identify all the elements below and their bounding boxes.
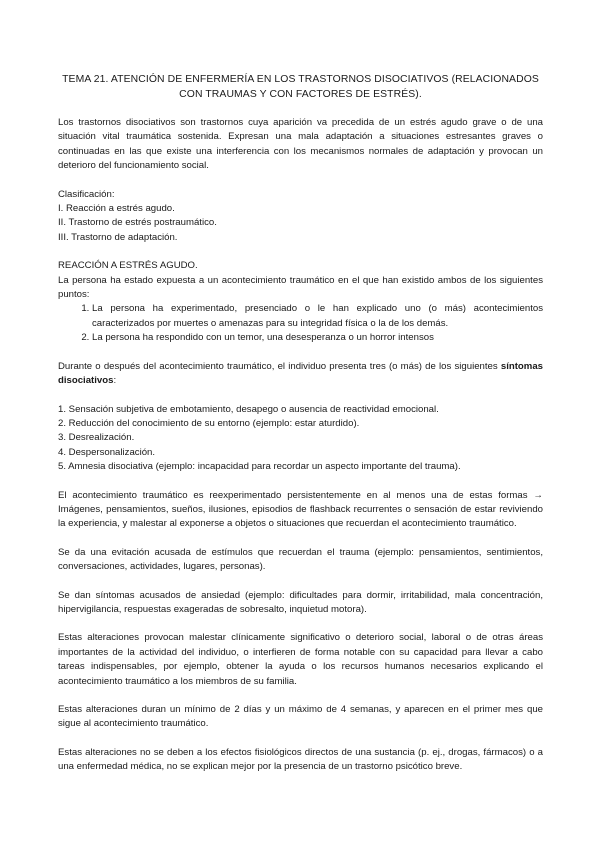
- reaction-points-list: [58, 302, 543, 345]
- classification-item: I. Reacción a estrés agudo.: [58, 203, 175, 215]
- list-item: 2. Reducción del conocimiento de su entorno (ejemplo: estar aturdido).: [58, 417, 360, 429]
- reaction-section: [58, 259, 543, 345]
- reaction-lead: La persona ha estado expuesta a un acontecimiento traumático en el que han existido ambos de los siguientes puntos:: [58, 274, 543, 301]
- list-item: 4. Despersonalización.: [58, 446, 156, 458]
- dissociative-lead-text: Durante o después del acontecimiento traumático, el individuo presenta tres (o más) de los siguientes: [58, 360, 498, 372]
- exclusion-paragraph: Estas alteraciones no se deben a los efectos fisiológicos directos de una sustancia (p. ej., drogas, fármacos) o a una enfermedad médica, no se explican mejor por la presencia de un trastorno psicótico breve.: [58, 746, 543, 773]
- classification-section: [58, 188, 543, 246]
- reaction-heading: REACCIÓN A ESTRÉS AGUDO.: [58, 260, 198, 272]
- reexperience-paragraph: El acontecimiento traumático es reexperimentado persistentemente en al menos una de estas formas → Imágenes, pensamientos, sueños, ilusiones, episodios de flashback recurrentes o sensación de estar reviviendo la experiencia, y malestar al exponerse a objetos o situaciones que recuerdan el acontecimiento traumático.: [58, 489, 543, 530]
- classification-heading: Clasificación:: [58, 188, 115, 200]
- list-item: 1. La persona ha experimentado, presenciado o le han explicado uno (o más) acontecimientos caracterizados por muertes o amenazas para su integridad física o la de los demás.: [92, 302, 543, 331]
- list-item: 2. La persona ha respondido con un temor, una desesperanza o un horror intensos: [92, 331, 543, 345]
- list-item: 3. Desrealización.: [58, 432, 135, 444]
- anxiety-paragraph: Se dan síntomas acusados de ansiedad (ejemplo: dificultades para dormir, irritabilidad, mala concentración, hipervigilancia, respuestas exageradas de sobresalto, inquietud motora).: [58, 589, 543, 615]
- impairment-paragraph: Estas alteraciones provocan malestar clínicamente significativo o deterioro social, laboral o de otras áreas importantes de la actividad del individuo, o interfieren de forma notable con su capacidad para llevar a cabo tareas indispensables, por ejemplo, obtener la ayuda o los recursos humanos necesarios explicando el acontecimiento traumático a los miembros de su familia.: [58, 632, 543, 687]
- list-item: 5. Amnesia disociativa (ejemplo: incapacidad para recordar un aspecto importante del trauma).: [58, 461, 461, 473]
- dissociative-lead-end: :: [113, 375, 117, 387]
- classification-item: II. Trastorno de estrés postraumático.: [58, 217, 217, 229]
- avoidance-paragraph: Se da una evitación acusada de estímulos que recuerdan el trauma (ejemplo: pensamientos, sentimientos, conversaciones, actividades, lugares, personas).: [58, 546, 543, 573]
- list-item: 1. Sensación subjetiva de embotamiento, desapego o ausencia de reactividad emocional.: [58, 403, 439, 415]
- dissociative-symptoms-list: [58, 403, 543, 475]
- dissociative-lead: [58, 360, 543, 389]
- page-title: TEMA 21. ATENCIÓN DE ENFERMERÍA EN LOS TRASTORNOS DISOCIATIVOS (RELACIONADOS CON TRAUMAS Y CON FACTORES DE ESTRÉS).: [62, 74, 539, 100]
- dissociative-lead-bold: síntomas disociativos: [58, 360, 543, 387]
- intro-paragraph: Los trastornos disociativos son trastornos cuya aparición va precedida de un estrés agudo grave o de una situación vital traumática sostenida. Expresan una mala adaptación a situaciones estresantes graves o continuadas en las que existe una interferencia con los mecanismos normales de adaptación y provocan un deterioro del funcionamiento social.: [58, 117, 543, 172]
- duration-paragraph: Estas alteraciones duran un mínimo de 2 días y un máximo de 4 semanas, y aparecen en el primer mes que sigue al acontecimiento traumático.: [58, 704, 543, 730]
- classification-item: III. Trastorno de adaptación.: [58, 231, 178, 243]
